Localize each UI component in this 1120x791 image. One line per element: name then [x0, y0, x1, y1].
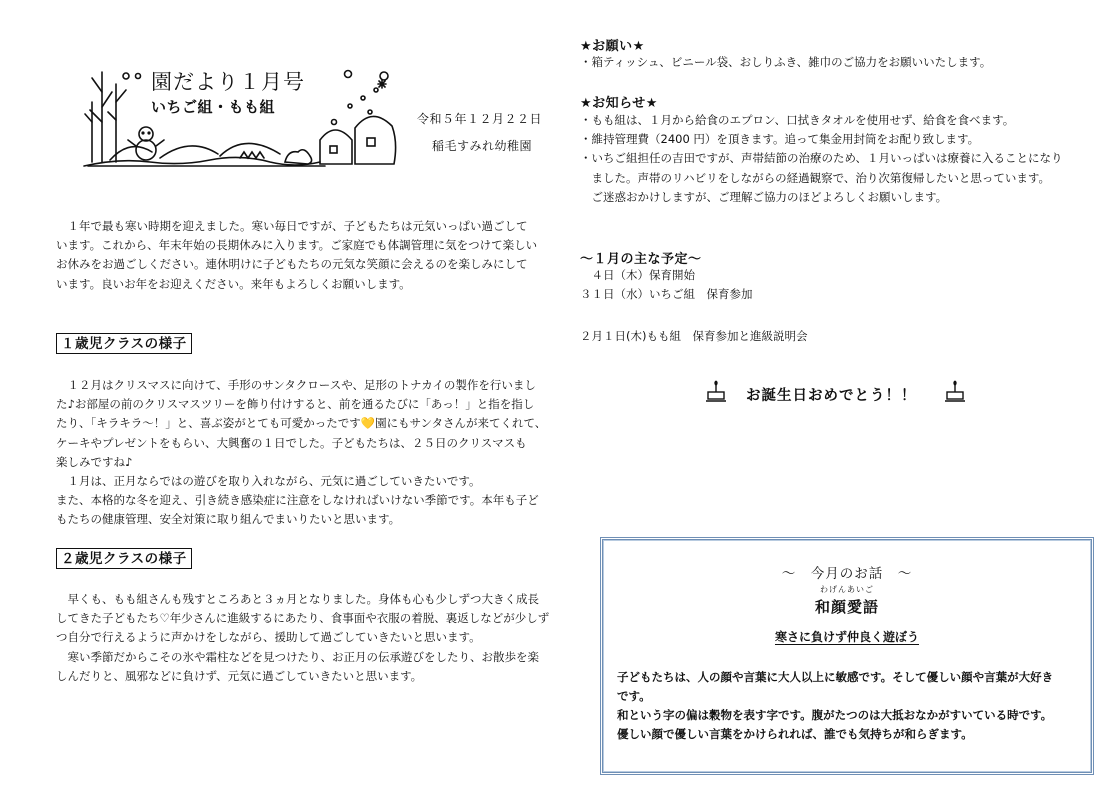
story-line: 子どもたちは、人の顔や言葉に大人以上に敏感です。そして優しい顔や言葉が大好き	[617, 670, 1054, 684]
story-ruby: わげんあいご	[820, 585, 874, 594]
class1-line: もたちの健康管理、安全対策に取り組んでまいりたいと思います。	[56, 512, 401, 527]
greeting-line: お休みをお過ごしください。連休明けに子どもたちの元気な笑顔に会えるのを楽しみにして	[56, 257, 528, 272]
class1-paragraph	[56, 376, 546, 530]
greeting-line: １年で最も寒い時期を迎えました。寒い毎日ですが、子どもたちは元気いっぱい過ごして	[56, 219, 528, 233]
class1-line: たり、「キラキラ～！」と、喜ぶ姿がとても可愛かったです💛園にもサンタさんが来てくれて、	[56, 416, 547, 431]
schedule-item: ４日（木）保育開始	[580, 268, 695, 282]
requests-title: ★お願い★	[580, 39, 645, 54]
birthday-message: お誕生日おめでとう！！	[746, 388, 917, 404]
class2-line: しんだりと、風邪などに負けず、元気に過ごしていきたいと思います。	[56, 668, 423, 683]
class1-line: １月は、正月ならではの遊びを取り入れながら、元気に過ごしていきたいです。	[56, 474, 481, 489]
issue-date: 令和５年１２月２２日	[417, 112, 543, 126]
class2-line: 寒い季節だからこその氷や霜柱などを見つけたり、お正月の伝承遊びをしたり、お散歩を楽	[56, 649, 539, 664]
snowman-icon	[128, 127, 164, 160]
bare-tree-icon	[85, 72, 126, 162]
class1-line: た♪お部屋の前のクリスマスツリーを飾り付けすると、前を通るたびに「あっ！」と指を指し	[56, 397, 535, 412]
request-item: ・箱ティッシュ、ビニール袋、おしりふき、雑巾のご協力をお願いいたします。	[580, 55, 992, 69]
schedule-extra: ２月１日(木)もも組 保育参加と進級説明会	[580, 329, 808, 343]
requests-list	[580, 53, 991, 72]
newsletter-subtitle: いちご組・もも組	[151, 98, 276, 116]
cake-icon	[944, 380, 966, 404]
class2-paragraph	[56, 590, 549, 686]
greeting-paragraph	[56, 217, 537, 294]
school-name: 稲毛すみれ幼稚園	[432, 139, 533, 153]
notice-item: ・維持管理費（2400 円）を頂きます。追って集金用封筒をお配り致します。	[580, 132, 980, 147]
notices-title: ★お知らせ★	[580, 96, 658, 111]
schedule-item: ３１日（水）いちご組 保育参加	[580, 287, 753, 302]
greeting-line: います。良いお年をお迎えください。来年もよろしくお願いします。	[56, 276, 411, 291]
story-phrase: 和顔愛語	[814, 598, 879, 616]
class2-line: 早くも、もも組さんも残すところあと３ヵ月となりました。身体も心も少しずつ大きく成長	[56, 592, 539, 606]
monthly-story-box	[600, 537, 1094, 775]
notice-item: ご迷惑おかけしますが、ご理解ご協力のほどよろしくお願いします。	[580, 189, 948, 204]
class2-heading: ２歳児クラスの様子	[56, 548, 192, 569]
class1-line: ケーキやプレゼントをもらい、大興奮の１日でした。子どもたちは、２５日のクリスマスも	[56, 435, 527, 450]
class1-line: また、本格的な冬を迎え、引き続き感染症に注意をしなければいけない季節です。本年も子ど	[56, 493, 539, 508]
story-title: ～ 今月のお話 ～	[781, 566, 913, 582]
schedule-list	[580, 266, 753, 304]
notice-item: ました。声帯のリハビリをしながらの経過観察で、治り次第復帰したいと思っています。	[580, 170, 1050, 185]
schedule-title: ～１月の主な予定～	[580, 252, 702, 267]
notices-list	[580, 111, 1063, 207]
story-subtitle-wrap	[603, 626, 1091, 645]
class1-line: １２月はクリスマスに向けて、手形のサンタクロースや、足形のトナカイの製作を行いまし	[56, 378, 536, 392]
notice-item: ・もも組は、１月から給食のエプロン、口拭きタオルを使用せず、給食を食べます。	[580, 113, 1015, 127]
greeting-line: います。これから、年末年始の長期休みに入ります。ご家庭でも体調管理に気をつけて楽しい	[56, 238, 538, 253]
story-line: 優しい顔で優しい言葉をかけられれば、誰でも気持ちが和らぎます。	[617, 727, 973, 741]
notice-item: ・いちご組担任の吉田ですが、声帯結節の治療のため、１月いっぱいは療養に入ることになり	[580, 151, 1063, 166]
story-body	[617, 668, 1053, 744]
story-line: です。	[617, 689, 651, 703]
story-subtitle: 寒さに負けず仲良く遊ぼう	[774, 630, 919, 644]
cake-icon	[705, 380, 727, 404]
class2-line: つ自分で行えるように声かけをしながら、援助して過ごしていきたいと思います。	[56, 630, 481, 645]
story-line: 和という字の偏は穀物を表す字です。腹がたつのは大抵おなかがすいている時です。	[617, 708, 1053, 722]
class1-heading: １歳児クラスの様子	[56, 333, 192, 354]
class1-line: 楽しみですね♪	[56, 454, 133, 469]
newsletter-title: 園だより１月号	[151, 70, 305, 94]
class2-line: してきた子どもたち♡年少さんに進級するにあたり、食事面や衣服の着脱、裏返しなどが少しず	[56, 611, 550, 626]
